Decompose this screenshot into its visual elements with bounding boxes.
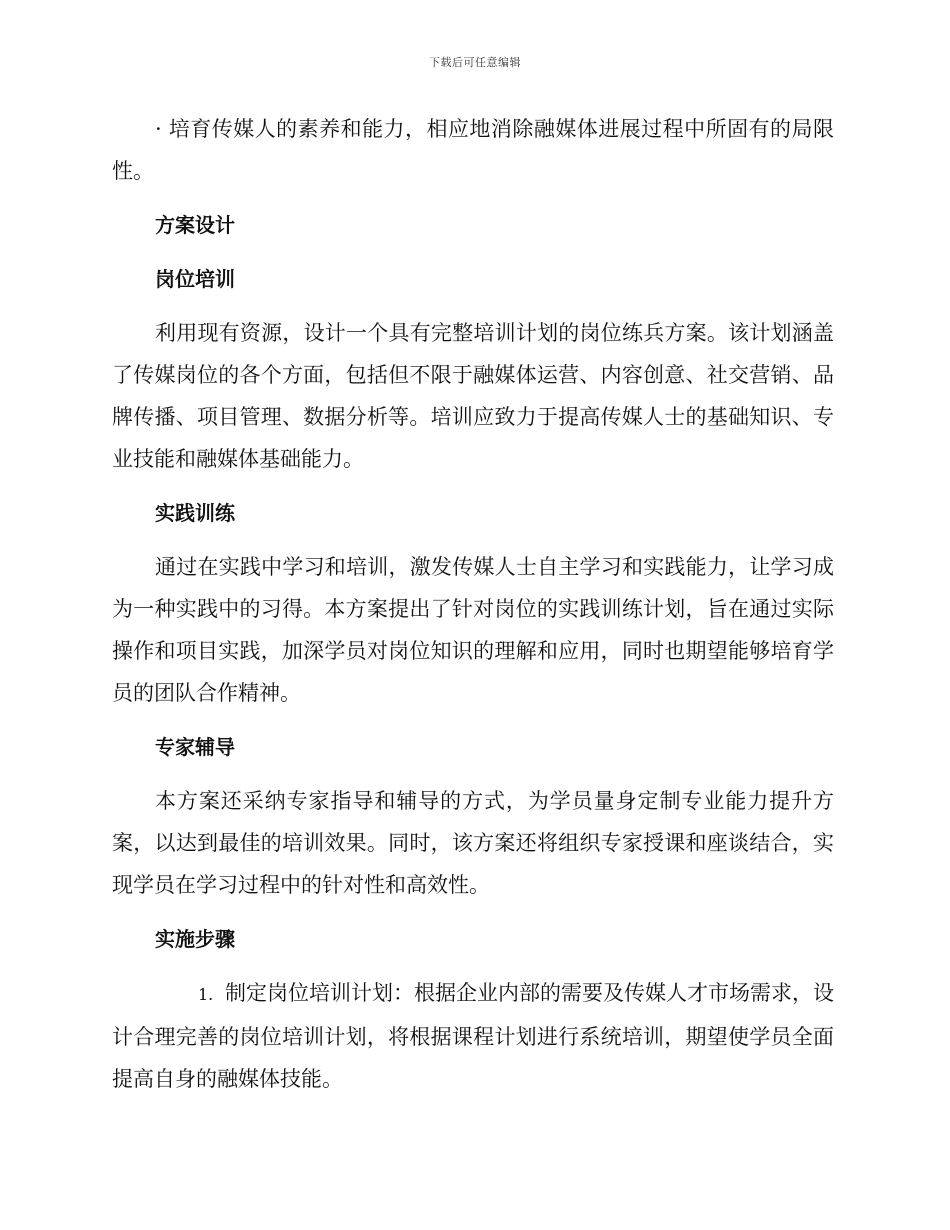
- section-heading-expert-guidance: 专家辅导: [155, 735, 235, 759]
- section-heading-plan-design: 方案设计: [155, 213, 235, 237]
- header-note: 下载后可任意编辑: [429, 56, 521, 69]
- step-number: 1.: [198, 985, 214, 1004]
- step-text: 制定岗位培训计划：根据企业内部的需要及传媒人才市场需求，设计合理完善的岗位培训计划，将根据课程计划进行系统培训，期望使学员全面提高自身的融媒体技能。: [112, 981, 834, 1091]
- section-heading-implementation-steps: 实施步骤: [155, 927, 235, 951]
- section-body-job-training: 利用现有资源，设计一个具有完整培训计划的岗位练兵方案。该计划涵盖了传媒岗位的各个方面，包括但不限于融媒体运营、内容创意、社交营销、品牌传播、项目管理、数据分析等。培训应致力于提高传媒人士的基础知识、专业技能和融媒体基础能力。: [112, 321, 834, 471]
- section-heading-job-training: 岗位培训: [155, 267, 235, 291]
- step-item-1: [112, 972, 834, 1100]
- document-body: [112, 108, 834, 1100]
- bullet-paragraph: · 培育传媒人的素养和能力，相应地消除融媒体进展过程中所固有的局限性。: [112, 117, 834, 183]
- section-body-practice-training: 通过在实践中学习和培训，激发传媒人士自主学习和实践能力，让学习成为一种实践中的习得。本方案提出了针对岗位的实践训练计划，旨在通过实际操作和项目实践，加深学员对岗位知识的理解和应用，同时也期望能够培育学员的团队合作精神。: [112, 555, 834, 705]
- section-heading-practice-training: 实践训练: [155, 501, 235, 525]
- section-body-expert-guidance: 本方案还采纳专家指导和辅导的方式，为学员量身定制专业能力提升方案，以达到最佳的培训效果。同时，该方案还将组织专家授课和座谈结合，实现学员在学习过程中的针对性和高效性。: [112, 789, 834, 897]
